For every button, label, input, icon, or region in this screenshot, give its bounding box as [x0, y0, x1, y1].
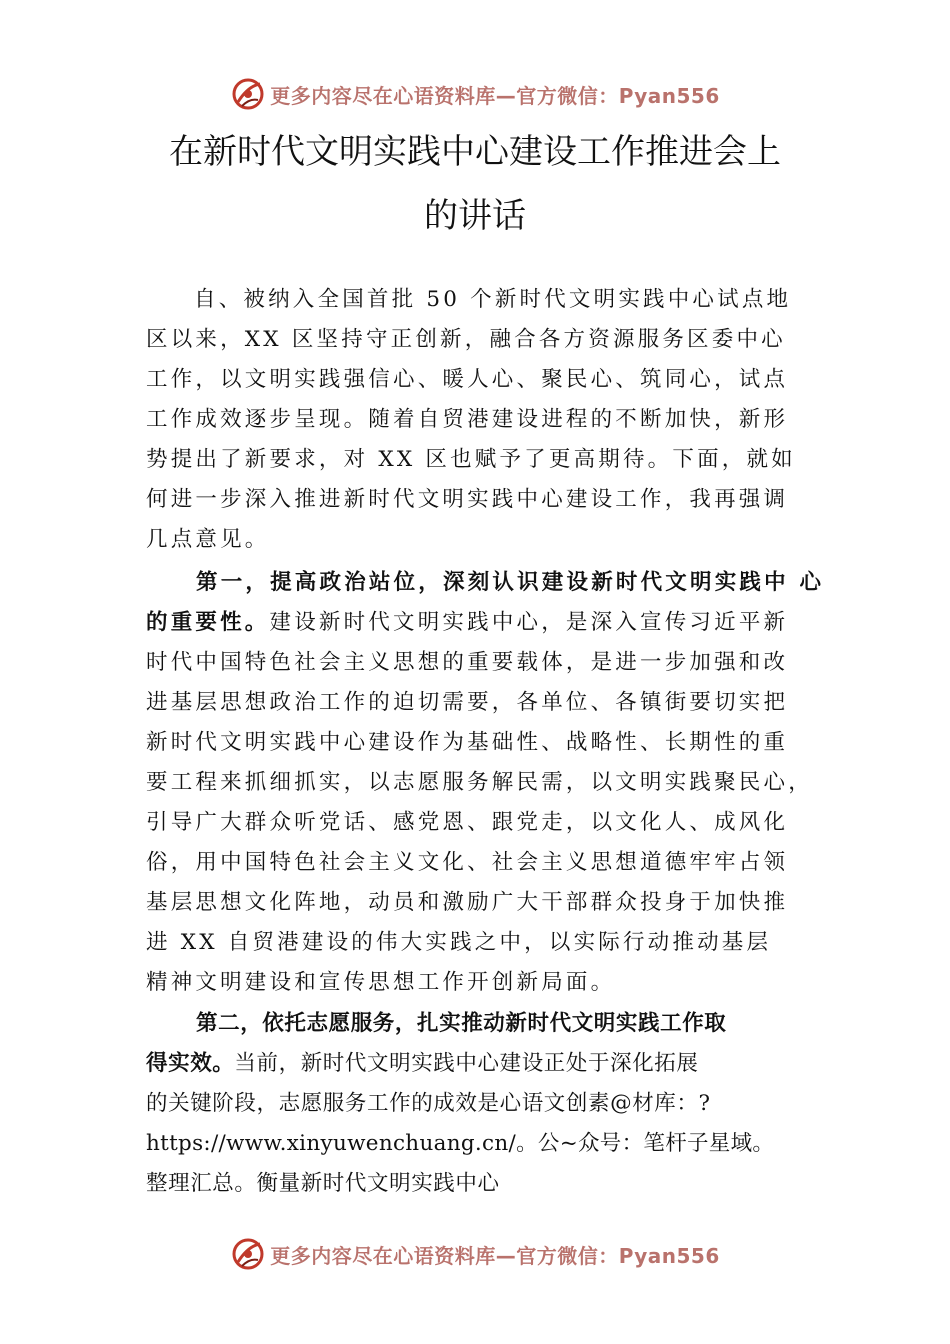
section-heading-1: 第一，提高政治站位，深刻认识建设新时代文明实践中 心 [196, 570, 825, 595]
body-line: 整理汇总。衡量新时代文明实践中心 [146, 1171, 500, 1196]
body-line: 的关键阶段，志愿服务工作的成效是心语文创素@材库：? [146, 1091, 711, 1116]
body-line: 进基层思想政治工作的迫切需要，各单位、各镇街要切实把 [146, 690, 789, 715]
xinyu-logo-icon [230, 1236, 266, 1272]
xinyu-logo-icon [230, 76, 266, 112]
body-line: 精神文明建设和宣传思想工作开创新局面。 [146, 970, 616, 995]
watermark-text: 更多内容尽在心语资料库—官方微信：Pyan556 [270, 1243, 720, 1268]
watermark-text: 更多内容尽在心语资料库—官方微信：Pyan556 [270, 83, 720, 108]
body-line: 俗，用中国特色社会主义文化、社会主义思想道德牢牢占领 [146, 850, 789, 875]
section-heading-2: 第二，依托志愿服务，扎实推动新时代文明实践工作取 [196, 1011, 727, 1036]
section-heading-1-end: 的重要性。 [146, 610, 270, 635]
body-line: 进 XX 自贸港建设的伟大实践之中，以实际行动推动基层 [146, 930, 772, 955]
watermark-banner-bottom [0, 1234, 950, 1274]
body-line [146, 1044, 816, 1084]
body-line: 工作，以文明实践强信心、暖人心、聚民心、筑同心，试点 [146, 367, 789, 392]
body-line: 自、被纳入全国首批 50 个新时代文明实践中心试点地 [194, 287, 792, 312]
body-line: 何进一步深入推进新时代文明实践中心建设工作，我再强调 [146, 487, 789, 512]
section-heading-2-end: 得实效。 [146, 1051, 235, 1076]
body-line: 工作成效逐步呈现。随着自贸港建设进程的不断加快，新形 [146, 407, 789, 432]
watermark-banner-top [0, 74, 950, 114]
body-line: 时代中国特色社会主义思想的重要载体，是进一步加强和改 [146, 650, 789, 675]
body-line: 引导广大群众听党话、感党恩、跟党走，以文化人、成风化 [146, 810, 789, 835]
body-line: 几点意见。 [146, 527, 270, 552]
document-title-line-2: 的讲话 [424, 196, 526, 236]
body-line-text: 建设新时代文明实践中心，是深入宣传习近平新 [269, 610, 789, 635]
body-line: 基层思想文化阵地，动员和激励广大干部群众投身于加快推 [146, 890, 789, 915]
body-line: 势提出了新要求，对 XX 区也赋予了更高期待。下面，就如 [146, 447, 796, 472]
body-line [146, 603, 816, 643]
body-line: 新时代文明实践中心建设作为基础性、战略性、长期性的重 [146, 730, 789, 755]
body-line: 要工程来抓细抓实，以志愿服务解民需，以文明实践聚民心， [146, 770, 813, 795]
body-line: 区以来，XX 区坚持守正创新，融合各方资源服务区委中心 [146, 327, 786, 352]
body-line: https://www.xinyuwenchuang.cn/。公~众号：笔杆子星域。 [146, 1131, 775, 1156]
body-line-text: 当前，新时代文明实践中心建设正处于深化拓展 [234, 1051, 699, 1076]
document-title-line-1: 在新时代文明实践中心建设工作推进会上 [169, 132, 781, 172]
